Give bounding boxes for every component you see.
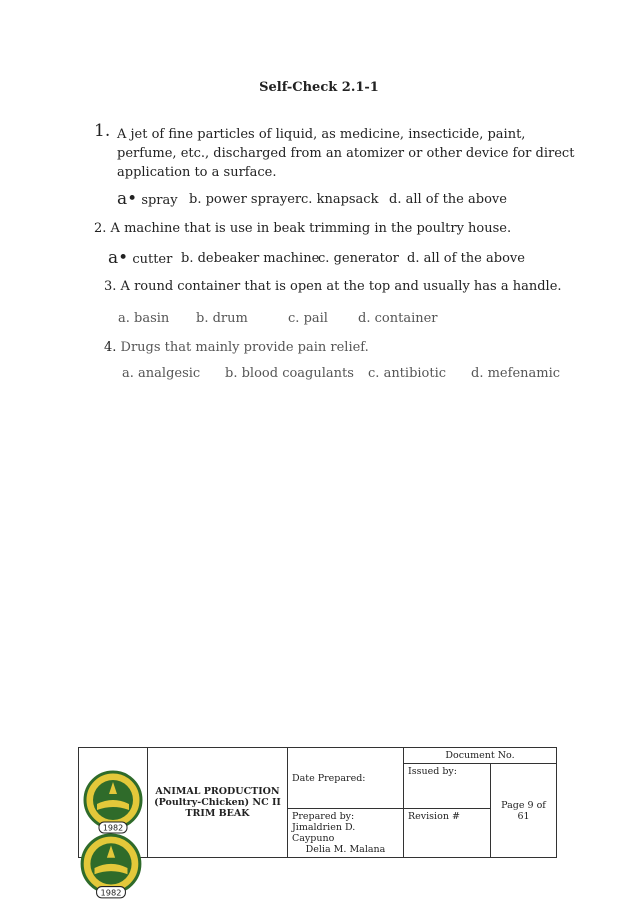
module-line: TRIM BEAK	[185, 808, 250, 819]
option-4c	[368, 366, 446, 381]
option-letter: b.	[181, 251, 194, 266]
institution-seal-icon	[80, 833, 142, 901]
option-1b	[189, 192, 301, 207]
prepared-by-name: Delia M. Malana	[305, 844, 386, 855]
question-1	[94, 122, 110, 142]
option-letter: c.	[288, 311, 300, 326]
option-text: spray	[141, 193, 178, 208]
option-letter: d.	[407, 251, 420, 266]
option-letter: a	[117, 189, 128, 209]
question-line: Drugs that mainly provide pain relief.	[120, 340, 369, 355]
option-1c	[301, 192, 378, 207]
option-letter: c.	[301, 192, 313, 207]
option-text: basin	[134, 311, 170, 326]
option-text: all of the above	[423, 251, 525, 266]
option-text: blood coagulants	[241, 366, 354, 381]
option-text: analgesic	[138, 366, 201, 381]
option-3d	[358, 311, 438, 326]
issued-by-label: Issued by:	[408, 766, 457, 777]
option-2a: a• cutter	[108, 248, 173, 268]
option-3a	[118, 311, 169, 326]
option-text: cutter	[132, 252, 173, 267]
seal-year: 1982	[102, 823, 124, 832]
module-line: ANIMAL PRODUCTION	[155, 786, 280, 797]
option-text: antibiotic	[383, 366, 447, 381]
option-text: knapsack	[316, 192, 379, 207]
option-text: all of the above	[405, 192, 507, 207]
option-letter: d.	[389, 192, 402, 207]
document-no-cell	[404, 748, 557, 764]
option-2b	[181, 251, 319, 266]
question-1-text	[117, 125, 574, 182]
option-3c	[288, 311, 328, 326]
option-letter: d.	[471, 366, 484, 381]
option-letter: b.	[196, 311, 209, 326]
question-line: A jet of fine particles of liquid, as medicine, insecticide, paint,	[117, 127, 526, 142]
option-letter: d.	[358, 311, 371, 326]
question-number: 1.	[94, 121, 111, 141]
date-prepared-cell	[288, 748, 404, 809]
option-text: container	[374, 311, 438, 326]
question-line: application to a surface.	[117, 165, 277, 180]
prepared-by-label: Prepared by:	[292, 811, 355, 822]
option-text: drum	[212, 311, 248, 326]
option-letter: b.	[189, 192, 202, 207]
question-line: perfume, etc., discharged from an atomizer or other device for direct	[117, 146, 575, 161]
document-footer-table	[78, 747, 557, 858]
seal-year: 1982	[100, 887, 122, 898]
option-1a: a• spray	[117, 189, 178, 209]
option-letter: a.	[118, 311, 130, 326]
option-letter: c.	[368, 366, 380, 381]
option-text: generator	[333, 251, 399, 266]
document-no-label: Document No.	[445, 750, 515, 761]
option-4b	[225, 366, 354, 381]
revision-cell	[404, 809, 491, 858]
issued-by-cell	[404, 764, 491, 809]
option-letter: b.	[225, 366, 238, 381]
prepared-by-cell	[288, 809, 404, 858]
date-prepared-label: Date Prepared:	[292, 772, 366, 784]
revision-label: Revision #	[408, 811, 460, 822]
option-1d	[389, 192, 507, 207]
question-4	[104, 338, 369, 357]
page-number-cell	[491, 764, 557, 858]
prepared-by-name: Jimaldrien D. Caypuno	[292, 822, 356, 844]
option-letter: a	[108, 248, 119, 268]
option-text: debeaker machine	[197, 251, 320, 266]
option-3b	[196, 311, 248, 326]
option-text: pail	[303, 311, 328, 326]
question-2	[94, 219, 511, 238]
option-2d	[407, 251, 525, 266]
option-text: power sprayer	[205, 192, 302, 207]
option-2c	[318, 251, 399, 266]
option-4a	[122, 366, 200, 381]
question-number: 4.	[104, 340, 117, 355]
question-3	[104, 277, 562, 296]
page-number: Page 9 of 61	[501, 799, 546, 822]
option-letter: a.	[122, 366, 134, 381]
question-number: 3.	[104, 279, 117, 294]
option-4d	[471, 366, 560, 381]
page-title: Self-Check 2.1-1	[259, 80, 379, 95]
option-text: mefenamic	[487, 366, 561, 381]
module-title-cell	[148, 748, 288, 858]
module-line: (Poultry-Chicken) NC II	[154, 797, 281, 808]
question-line: A machine that is use in beak trimming in the poultry house.	[110, 221, 512, 236]
option-letter: c.	[318, 251, 330, 266]
institution-seal-icon	[83, 770, 143, 836]
question-line: A round container that is open at the top and usually has a handle.	[120, 279, 562, 294]
question-number: 2.	[94, 221, 107, 236]
